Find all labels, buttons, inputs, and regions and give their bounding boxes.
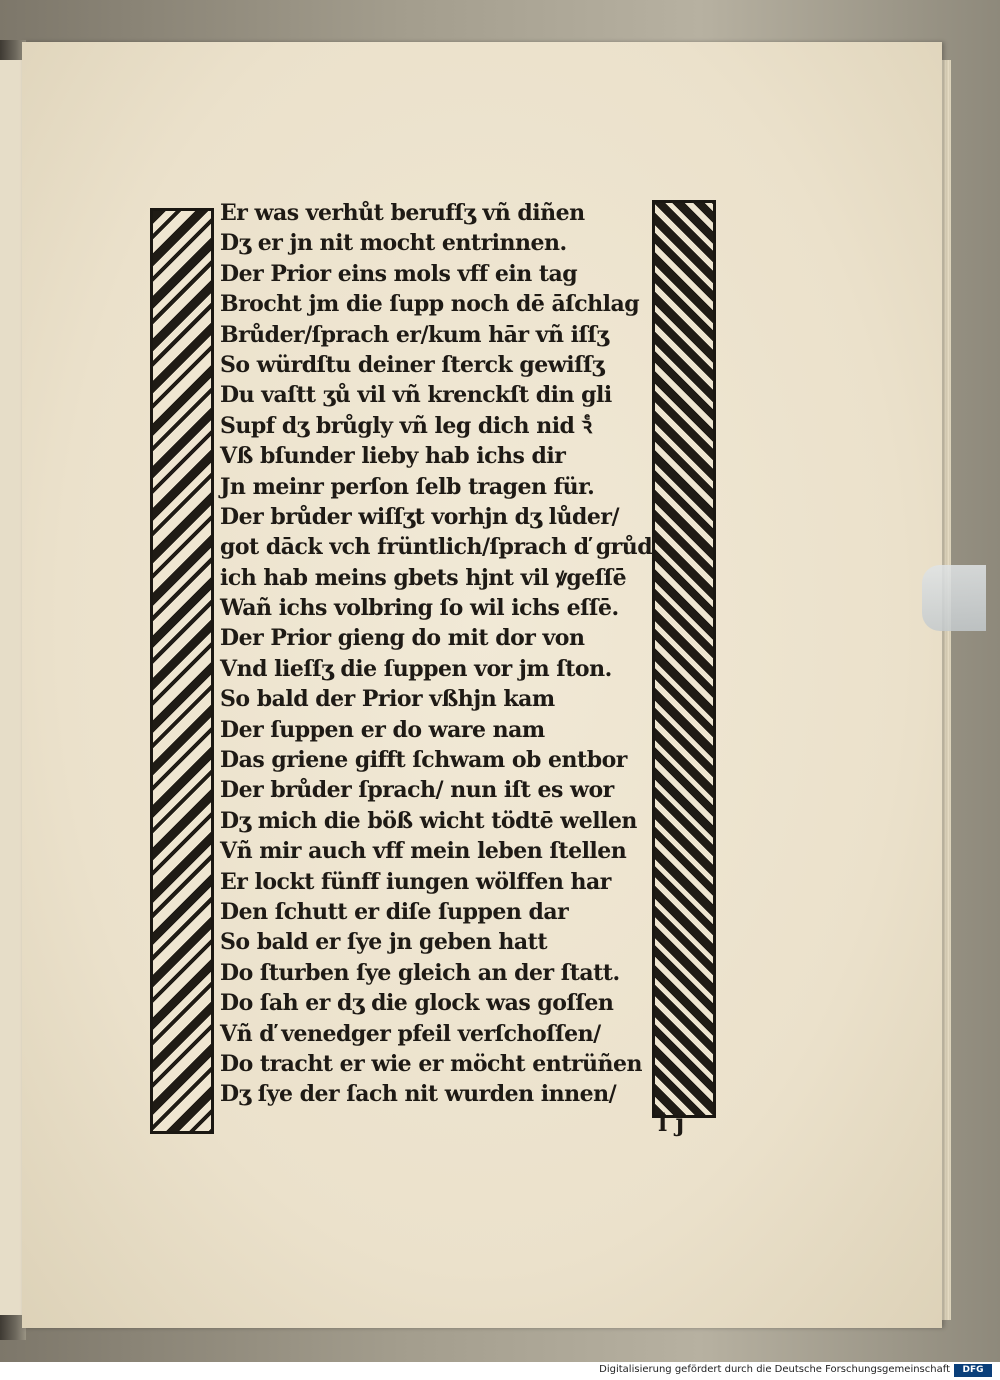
signature-mark: l j <box>658 1108 685 1137</box>
text-line: Vß bſunder lieby hab ichs dir <box>220 443 566 470</box>
text-line: got dāck vch früntlich/ſprach ď grůď <box>220 534 653 561</box>
text-line: Dʒ er jn nit mocht entrinnen. <box>220 230 567 257</box>
text-line: Vñ mir auch vff mein leben ſtellen <box>220 838 627 865</box>
text-line: Er was verhůt berufſʒ vñ diñen <box>220 200 585 226</box>
poem-text-block <box>220 198 652 1110</box>
dfg-logo: DFG <box>954 1364 992 1377</box>
bookmark-tab <box>922 565 986 631</box>
text-line: Du vaſtt ʒů vil vñ krenckſt din gli <box>220 382 612 409</box>
text-line: Supf dʒ brůgly vñ leg dich nid ꝛͤ <box>220 412 592 439</box>
text-line: Der ſuppen er do ware nam <box>220 716 545 743</box>
text-line: Do tracht er wie er möcht entrüñen <box>220 1050 642 1077</box>
text-line: Dʒ ſye der ſach nit wurden innen/ <box>220 1081 617 1108</box>
text-line: ich hab meins gbets hjnt vil ꝟgeſſē <box>220 564 627 591</box>
text-line: Dʒ mich die böß wicht tödtē wellen <box>220 807 637 834</box>
text-line: Brocht jm die ſupp noch dē āſchlag <box>220 291 640 318</box>
text-line: So bald der Prior vßhjn kam <box>220 686 555 713</box>
text-line: So würdſtu deiner ſterck gewiſſʒ <box>220 351 604 378</box>
right-ornamental-border <box>652 200 716 1118</box>
text-line: Er lockt fünff iungen wölffen har <box>220 868 611 895</box>
text-line: Wañ ichs volbring ſo wil ichs eſſē. <box>220 595 619 622</box>
text-line: Vnd lieſſʒ die ſuppen vor jm ſton. <box>220 655 612 682</box>
text-line: Der Prior eins mols vff ein tag <box>220 260 578 287</box>
footer-credit: Digitalisierung gefördert durch die Deutsche Forschungsgemeinschaft <box>599 1364 950 1375</box>
text-line: Der brůder ſprach/ nun iſt es wor <box>220 777 614 804</box>
previous-page-edge <box>0 60 23 1315</box>
text-line: Do ſturben ſye gleich an der ſtatt. <box>220 959 620 986</box>
text-line: Den ſchutt er diſe ſuppen dar <box>220 898 569 925</box>
text-line: Vñ ď venedger pfeil verſchoſſen/ <box>220 1020 601 1047</box>
text-line: Do ſah er dʒ die glock was goſſen <box>220 990 614 1017</box>
text-line: Der brůder wiſſʒt vorhjn dʒ lůder/ <box>220 503 620 530</box>
left-ornamental-border <box>150 208 214 1134</box>
text-line: Der Prior gieng do mit dor von <box>220 625 585 652</box>
text-line: Das griene gifft ſchwam ob entbor <box>220 747 627 774</box>
text-line: So bald er ſye jn geben hatt <box>220 929 548 956</box>
text-line: Jn meinr perſon ſelb tragen für. <box>220 473 595 500</box>
text-line: Brůder/ſprach er/kum hār vñ iſſʒ <box>220 321 609 348</box>
